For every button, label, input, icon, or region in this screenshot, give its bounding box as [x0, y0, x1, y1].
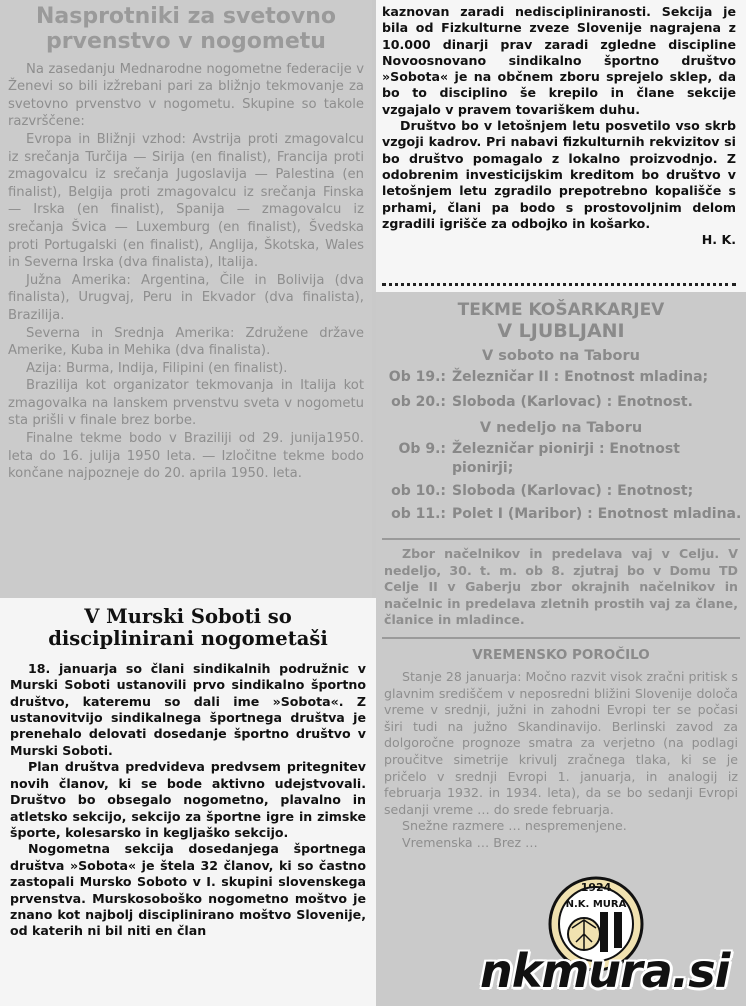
article-paragraph: Južna Amerika: Argentina, Čile in Bolivija (dva finalista), Urugvaj, Peru in Ekvador (dva finalista), Brazilija.: [8, 272, 364, 323]
schedule-row: [376, 393, 746, 412]
article-paragraph: Evropa in Bližnji vzhod: Avstrija proti zmagovalcu iz srečanja Turčija — Sirija (en finalist), Francija proti zmagovalcu iz srečanja Jugoslavija — Palestina (en finalist), Belgija proti zmagovalcu iz srečanja Finska — Irska (en finalist), Spanija — zmagovalcu iz srečanja Švica — Luxemburg (en finalist), Švedska proti Portugalski (en finalist), Anglija, Škotska, Wales in Severna Irska (dva finalista), Italija.: [8, 131, 364, 271]
basketball-title: [376, 300, 746, 342]
match-teams: Železničar II : Enotnost mladina;: [452, 369, 709, 385]
world-cup-article: [0, 0, 372, 598]
article-paragraph: Na zasedanju Mednarodne nogometne federacije v Ženevi so bili izžrebani pari za bližnjo tekmovanje za svetovno prvenstvo v nogometu. Skupine so takole razvrščene:: [8, 61, 364, 130]
author-signature: H. K.: [701, 232, 736, 248]
section-divider: [382, 637, 740, 639]
title-line: V Murski Soboti so: [84, 605, 292, 628]
article-paragraph: Brazilija kot organizator tekmovanja in Italija kot zmagovalka na lanskem prvenstvu sveta v nogometu sta prišli v finale brez borbe.: [8, 378, 364, 429]
site-watermark: nkmura.si: [480, 944, 730, 998]
match-time: Ob 19.:: [388, 369, 446, 385]
match-time: ob 10.:: [391, 483, 446, 499]
article-paragraph: Stanje 28 januarja: Močno razvit visok zračni pritisk s glavnim središčem v neposredni bližini Slovenije določa vreme v srednji, južni in zahodni Evropi ter se počasi širi tudi na južno Skandinavijo. Berlinski zavod za dolgoročne prognoze smatra za verjetno (na podlagi proučitve simetrije krivulj zračnega tlaka, ki se je pričelo v srednji Evropi 1. januarja, in analogij iz februarja 1932. in 1934. leta), da se bo sedanji Evropi sedanji vreme … do srede februarja.: [384, 668, 738, 817]
article-paragraph: Severna in Srednja Amerika: Združene države Amerike, Kuba in Mehika (dva finalista).: [8, 325, 364, 359]
match-teams: Sloboda (Karlovac) : Enotnost.: [452, 394, 693, 410]
day-heading: V soboto na Taboru: [482, 348, 640, 364]
match-time: Ob 9.:: [398, 441, 446, 457]
weather-body: [376, 663, 746, 852]
article-paragraph: Vremenska … Brez …: [402, 834, 538, 850]
article-title: [10, 606, 366, 651]
article-paragraph: Finalne tekme bodo v Braziliji od 29. junija1950. leta do 16. julija 1950 leta. — Izločitne tekme bodo končane najpozneje do 20. aprila 1950. leta.: [8, 431, 364, 482]
article-paragraph: Nogometna sekcija dosedanjega športnega društva »Sobota« je štela 32 članov, ki so častno zastopali Mursko Soboto v I. skupini slovenskega prvenstva. Murskosoboško nogometno moštvo je znano kot najbolj disciplinirano moštvo Slovenije, od katerih ni bil niti en član: [10, 841, 366, 939]
schedule-row: [376, 482, 746, 501]
world-cup-body: [8, 61, 364, 483]
day-heading: V nedeljo na Taboru: [479, 420, 643, 436]
schedule-row: [376, 368, 746, 387]
match-time: ob 11.:: [391, 506, 446, 522]
world-cup-title: Nasprotniki za svetovno prvenstvo v nogometu: [35, 4, 337, 55]
weather-title: VREMENSKO POROČILO: [472, 646, 650, 663]
logo-club-name: N.K. MURA: [565, 899, 627, 910]
title-line: V LJUBLJANI: [497, 320, 625, 342]
article-paragraph: kaznovan zaradi nediscipliniranosti. Sekcija je bila od Fizkulturne zveze Slovenije nagrajena z 10.000 dinarji prav zaradi zgledne discipline Novoosnovano sindikalno športno društvo »Sobota« je na občnem zboru sprejelo sklep, da bo to disciplino še krepilo in člane sekcije vzgajalo v pravem tovariškem duhu.: [382, 4, 736, 117]
signature-line: [382, 232, 736, 248]
schedule-day2: [376, 440, 746, 524]
article-paragraph: 18. januarja so člani sindikalnih podružnic v Murski Soboti ustanovili prvo sindikalno športno društvo, kateremu so dali ime »Sobota«. Z ustanovitvijo sindikalnega športnega društva je prenehalo delovati dosedanje športno društvo v Murski Soboti.: [10, 660, 366, 758]
zbor-notice: Zbor načelnikov in predelava vaj v Celju. V nedeljo, 30. t. m. ob 8. zjutraj bo v Domu TD Celje II v Gaberju zbor okrajnih načelnikov in načelnic in predelava zletnih prostih vaj za člane, članice in mladince.: [384, 546, 738, 628]
article-paragraph: Azija: Burma, Indija, Filipini (en finalist).: [26, 360, 288, 376]
continuation-body: [382, 4, 736, 248]
article-paragraph: Snežne razmere … nespremenjene.: [402, 818, 627, 834]
title-line: TEKME KOŠARKARJEV: [457, 300, 665, 320]
schedule-day1: [376, 368, 746, 412]
article-paragraph: Plan društva predvideva predvsem pritegnitev novih članov, ki se bode aktivno udejstvovali. Društvo bo obsegalo nogometno, plavalno in atletsko sekcijo, sekcijo za športne igre in zimske športe, kolesarsko in kegljaško sekcijo.: [10, 759, 366, 840]
murska-sobota-article: [0, 598, 378, 1006]
article-body: [10, 661, 366, 940]
match-teams: Polet I (Maribor) : Enotnost mladina.: [452, 506, 742, 522]
match-teams: Sloboda (Karlovac) : Enotnost;: [452, 483, 694, 499]
title-line: disciplinirani nogometaši: [48, 627, 328, 651]
dotted-divider: [382, 283, 736, 286]
match-time: ob 20.:: [391, 394, 446, 410]
schedule-row: [376, 505, 746, 524]
logo-year: 1924: [580, 881, 612, 894]
match-teams: Železničar pionirji : Enotnost pionirji;: [452, 441, 680, 476]
article-paragraph: Društvo bo v letošnjem letu posvetilo vso skrb vzgoji kadrov. Pri nabavi fizkulturnih rekvizitov si bo društvo pomagalo z lokalno proizvodnjo. Z odobrenim investicijskim kreditom bo društvo v letošnjem letu zgradilo prepotrebno kopališče s prhami, člani pa bodo s prostovoljnim delom zgradili igrišče za odbojko in košarko.: [382, 118, 736, 231]
article-continuation: [376, 0, 746, 292]
schedule-row: [376, 440, 746, 478]
